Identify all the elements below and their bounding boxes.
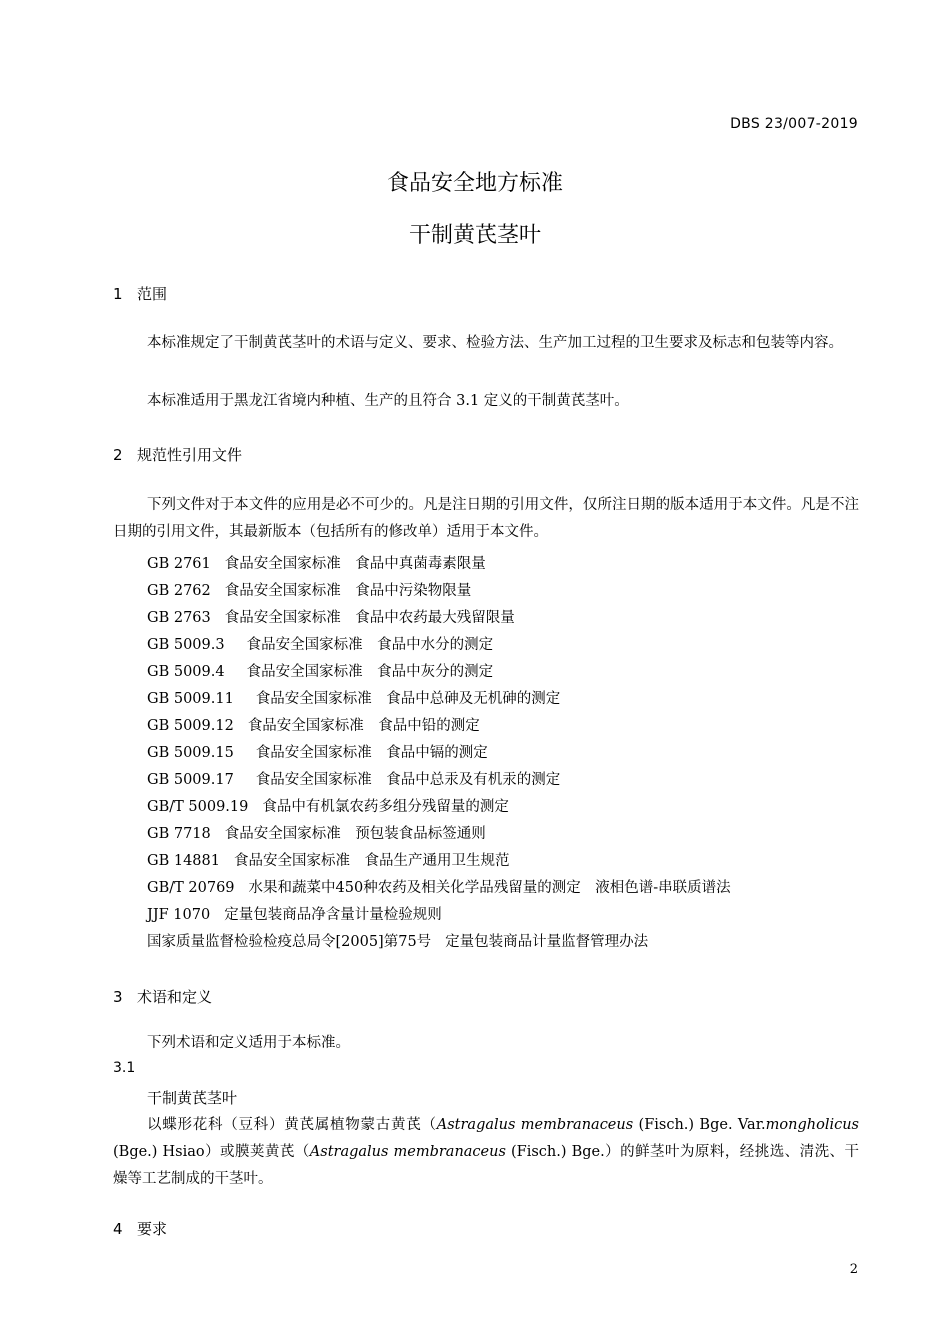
species-name: Astragalus membranaceus	[436, 1117, 634, 1133]
reference-item	[147, 714, 480, 735]
reference-item	[147, 930, 648, 951]
reference-code: 国家质量监督检验检疫总局令[2005]第75号	[147, 934, 432, 950]
reference-item	[147, 606, 515, 627]
reference-item	[147, 903, 442, 924]
reference-item	[147, 687, 560, 708]
reference-title: 食品安全国家标准 食品生产通用卫生规范	[233, 853, 510, 869]
reference-code: GB 5009.15	[147, 745, 234, 761]
reference-code: GB 2761	[147, 556, 211, 572]
reference-item	[147, 876, 731, 897]
reference-item	[147, 579, 471, 600]
subclause-number: 3.1	[113, 1060, 136, 1076]
reference-code: GB 7718	[147, 826, 211, 842]
document-number: DBS 23/007-2019	[730, 116, 858, 132]
section-1-heading	[113, 283, 167, 304]
standard-category-title: 食品安全地方标准	[386, 171, 563, 196]
reference-title: 食品安全国家标准 食品中灰分的测定	[246, 664, 494, 680]
reference-code: GB/T 5009.19	[147, 799, 249, 815]
reference-title: 定量包装商品净含量计量检验规则	[224, 907, 442, 923]
page-number: 2	[849, 1262, 858, 1277]
reference-title: 食品安全国家标准 食品中水分的测定	[246, 637, 494, 653]
section-title: 术语和定义	[137, 988, 213, 1006]
variety-name: mongholicus	[765, 1117, 859, 1133]
reference-title: 定量包装商品计量监督管理办法	[445, 934, 649, 950]
terms-intro: 下列术语和定义适用于本标准。	[147, 1035, 350, 1051]
section-title: 要求	[137, 1220, 168, 1238]
reference-item	[147, 822, 486, 843]
reference-title: 水果和蔬菜中450种农药及相关化学品残留量的测定 液相色谱-串联质谱法	[248, 880, 731, 896]
reference-title: 食品安全国家标准 食品中镉的测定	[255, 745, 488, 761]
section-number: 1	[113, 285, 123, 303]
normative-references-intro: 下列文件对于本文件的应用是必不可少的。凡是注日期的引用文件，仅所注日期的版本适用于本文件。凡是不注日期的引用文件，其最新版本（包括所有的修改单）适用于本文件。	[113, 497, 859, 540]
reference-code: GB 5009.4	[147, 664, 225, 680]
section-number: 2	[113, 446, 123, 464]
reference-title: 食品安全国家标准 食品中农药最大残留限量	[224, 610, 515, 626]
reference-title: 食品安全国家标准 食品中污染物限量	[224, 583, 472, 599]
term-name: 干制黄芪茎叶	[147, 1089, 238, 1107]
species-name: Astragalus membranaceus	[309, 1144, 506, 1160]
section-number: 3	[113, 988, 123, 1006]
scope-paragraph-2: 本标准适用于黑龙江省境内种植、生产的且符合 3.1 定义的干制黄芪茎叶。	[147, 393, 629, 409]
reference-code: GB 5009.12	[147, 718, 234, 734]
reference-item	[147, 633, 493, 654]
section-title: 范围	[137, 285, 168, 303]
reference-title: 食品中有机氯农药多组分残留量的测定	[262, 799, 509, 815]
reference-item	[147, 795, 509, 816]
section-number: 4	[113, 1220, 123, 1238]
term-definition: 以蝶形花科（豆科）黄芪属植物蒙古黄芪（Astragalus membranaceus (Fisch.) Bge. Var.mongholicus (Bge.) Hsiao）或膜荚黄芪（Astragalus membranaceus (Fisch.) Bge.）的鲜茎叶为原料，经挑选、清洗、干燥等工艺制成的干茎叶。	[113, 1117, 859, 1187]
reference-code: GB/T 20769	[147, 880, 235, 896]
reference-title: 食品安全国家标准 食品中铅的测定	[247, 718, 480, 734]
reference-title: 食品安全国家标准 预包装食品标签通则	[224, 826, 486, 842]
reference-code: GB 5009.11	[147, 691, 234, 707]
reference-item	[147, 768, 560, 789]
reference-item	[147, 552, 486, 573]
section-2-heading	[113, 444, 242, 465]
reference-title: 食品安全国家标准 食品中总汞及有机汞的测定	[255, 772, 561, 788]
section-title: 规范性引用文件	[137, 446, 243, 464]
reference-code: JJF 1070	[147, 907, 211, 923]
reference-code: GB 5009.17	[147, 772, 234, 788]
section-3-heading	[113, 986, 212, 1007]
reference-item	[147, 660, 493, 681]
reference-title: 食品安全国家标准 食品中总砷及无机砷的测定	[255, 691, 561, 707]
scope-paragraph-1: 本标准规定了干制黄芪茎叶的术语与定义、要求、检验方法、生产加工过程的卫生要求及标志和包装等内容。	[147, 335, 843, 351]
reference-item	[147, 741, 488, 762]
standard-name-title: 干制黄芪茎叶	[408, 223, 541, 248]
reference-code: GB 2762	[147, 583, 211, 599]
reference-item	[147, 849, 509, 870]
reference-code: GB 14881	[147, 853, 220, 869]
reference-code: GB 5009.3	[147, 637, 225, 653]
reference-title: 食品安全国家标准 食品中真菌毒素限量	[224, 556, 486, 572]
section-4-heading	[113, 1218, 167, 1239]
reference-code: GB 2763	[147, 610, 211, 626]
